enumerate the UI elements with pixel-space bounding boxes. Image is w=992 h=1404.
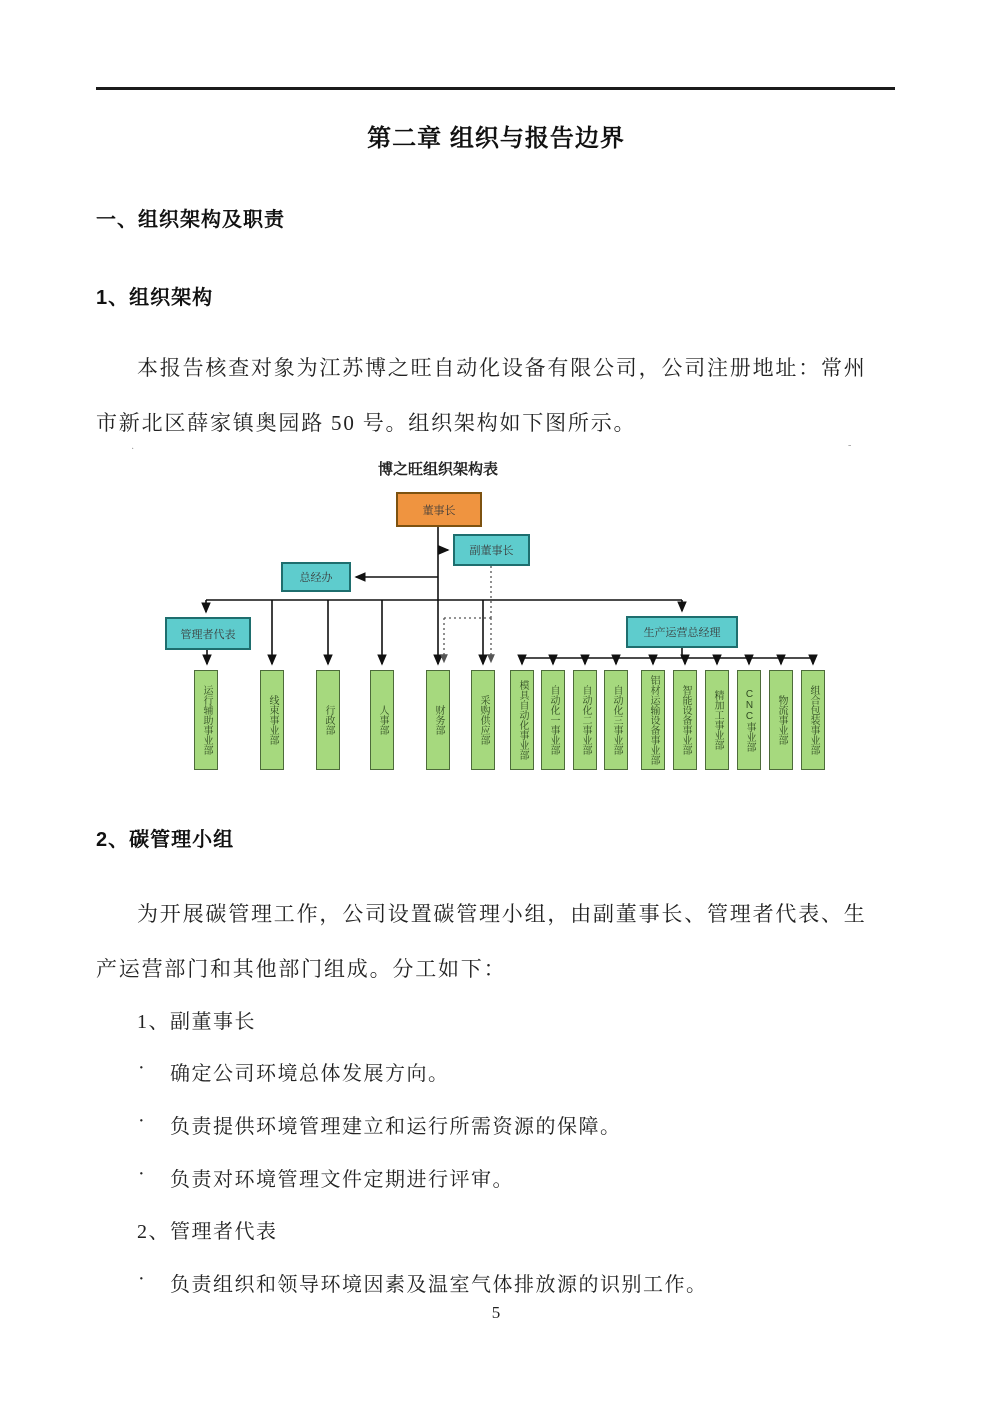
- dept-box: [641, 670, 665, 770]
- list-item-text: 确定公司环境总体发展方向。: [170, 1063, 450, 1085]
- node-chairman: [396, 492, 482, 527]
- dept-label: 自动化三事业部: [611, 685, 622, 755]
- node-production-gm: [626, 616, 738, 648]
- stray-mark: ·: [131, 444, 135, 455]
- dept-box: [573, 670, 597, 770]
- node-chairman-label: 董事长: [422, 504, 456, 517]
- node-gm-office-label: 总经办: [299, 572, 333, 584]
- dept-label: 财务部: [433, 705, 444, 735]
- dept-label: 自动化二事业部: [580, 685, 591, 755]
- dept-label: CNC事业部: [744, 688, 755, 752]
- dept-label: 人事部: [377, 705, 388, 735]
- chapter-title: 第二章 组织与报告边界: [367, 125, 625, 152]
- bullet-dot: ·: [138, 1110, 145, 1132]
- dept-box: [801, 670, 825, 770]
- list-item-text: 负责组织和领导环境因素及温室气体排放源的识别工作。: [170, 1274, 708, 1296]
- heading-carbon-team: 2、碳管理小组: [96, 829, 235, 851]
- list-item-text: 负责提供环境管理建立和运行所需资源的保障。: [170, 1116, 622, 1138]
- list-item-text: 负责对环境管理文件定期进行评审。: [170, 1169, 514, 1191]
- list-item-vice-chairman: 1、副董事长: [137, 1011, 256, 1033]
- dept-label: 组合包装事业部: [808, 685, 819, 755]
- dept-label: 精加工事业部: [712, 690, 723, 750]
- node-production-gm-label: 生产运营总经理: [643, 627, 721, 639]
- dept-label: 运行辅助事业部: [201, 685, 212, 755]
- dept-box: [370, 670, 394, 770]
- dept-box: [604, 670, 628, 770]
- dept-label: 模具自动化事业部: [517, 680, 528, 760]
- dept-box: [737, 670, 761, 770]
- dept-label: 物流事业部: [776, 695, 787, 745]
- dept-box: [510, 670, 534, 770]
- paragraph-carbon-line1: 为开展碳管理工作，公司设置碳管理小组，由副董事长、管理者代表、生: [137, 902, 867, 926]
- dept-box: [194, 670, 218, 770]
- dept-label: 行政部: [323, 705, 334, 735]
- node-manager-representative: [165, 617, 251, 650]
- heading-section-1: 一、组织架构及职责: [96, 209, 285, 231]
- org-chart-title: 博之旺组织架构表: [377, 461, 498, 478]
- list-item-manager-rep: 2、管理者代表: [137, 1221, 278, 1243]
- node-vice-chairman-label: 副董事长: [469, 545, 514, 557]
- dept-box: [471, 670, 495, 770]
- heading-org-structure: 1、组织架构: [96, 287, 214, 309]
- dept-label: 自动化一事业部: [548, 685, 559, 755]
- dept-label: 智能设备事业部: [680, 685, 691, 755]
- header-rule: [96, 87, 895, 90]
- node-gm-office: [281, 562, 351, 592]
- bullet-dot: ·: [138, 1163, 145, 1185]
- dept-box: [316, 670, 340, 770]
- dept-box: [426, 670, 450, 770]
- paragraph-carbon-line2: 产运营部门和其他部门组成。分工如下：: [96, 957, 507, 981]
- dept-box: [673, 670, 697, 770]
- dept-box: [260, 670, 284, 770]
- dept-label: 线束事业部: [267, 695, 278, 745]
- dept-label: 铝材运输设备事业部: [648, 675, 659, 765]
- dept-box: [705, 670, 729, 770]
- stray-mark: -: [848, 440, 852, 451]
- dept-box: [541, 670, 565, 770]
- node-manager-representative-label: 管理者代表: [180, 628, 236, 641]
- dept-box: [769, 670, 793, 770]
- org-chart: [128, 452, 880, 802]
- node-vice-chairman: [453, 534, 530, 566]
- bullet-dot: ·: [138, 1268, 145, 1290]
- page-number: 5: [491, 1303, 501, 1322]
- paragraph-org-intro-line1: 本报告核查对象为江苏博之旺自动化设备有限公司，公司注册地址：常州: [137, 356, 867, 380]
- paragraph-org-intro-line2: 市新北区薛家镇奥园路 50 号。组织架构如下图所示。: [96, 411, 637, 435]
- bullet-dot: ·: [138, 1057, 145, 1079]
- dept-label: 采购供应部: [478, 695, 489, 745]
